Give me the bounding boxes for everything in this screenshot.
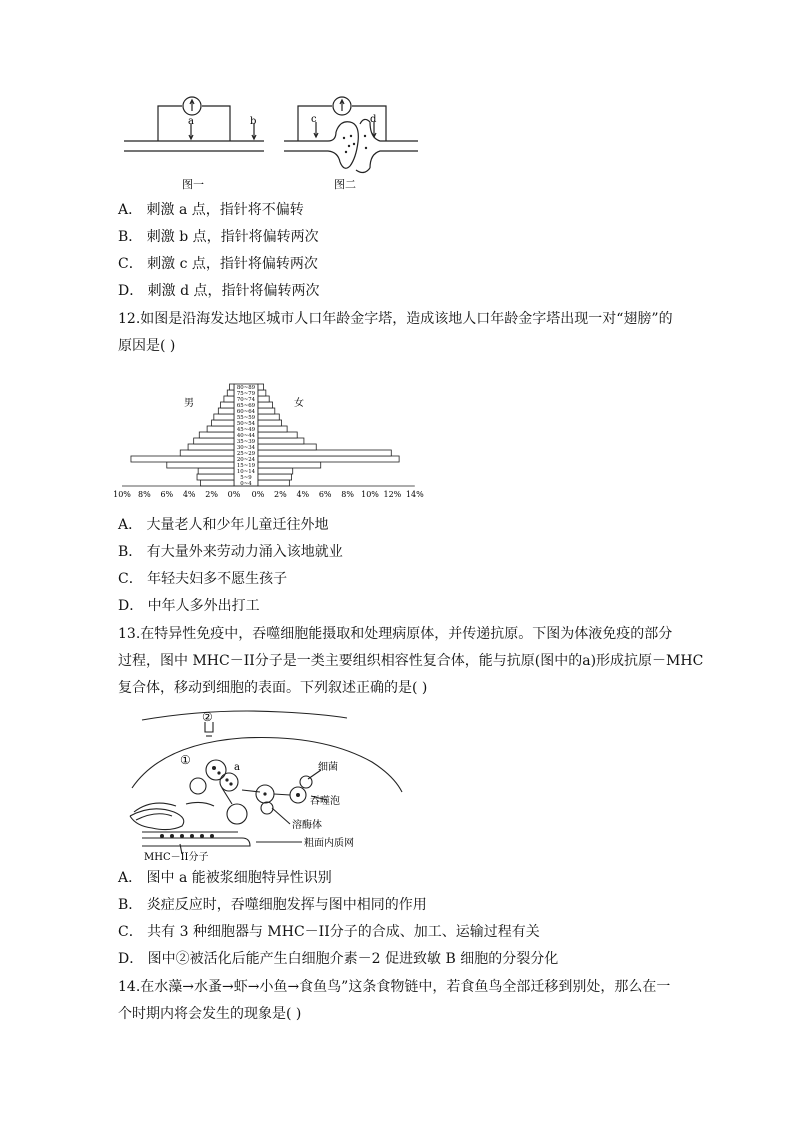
age-label: 0~4 (240, 481, 252, 487)
female-bar-25~29 (258, 450, 391, 456)
male-bar-40~44 (199, 432, 234, 438)
q13-option-b: B． 炎症反应时，吞噬细胞发挥与图中相同的作用 (118, 897, 427, 913)
t-cell-membrane (142, 711, 347, 720)
q12-option-c: C． 年轻夫妇多不愿生孩子 (118, 571, 288, 587)
female-bar-10~14 (258, 468, 293, 474)
female-bar-55~59 (258, 414, 279, 420)
antigen-presentation-diagram (122, 708, 422, 864)
q13-stem-line1: 13.在特异性免疫中，吞噬细胞能摄取和处理病原体，并传递抗原。下图为体液免疫的部分 (118, 626, 673, 642)
female-bar-35~39 (258, 438, 304, 444)
male-bar-10~14 (198, 468, 234, 474)
q12-option-a: A． 大量老人和少年儿童迁往外地 (118, 517, 329, 533)
female-bar-5~9 (258, 474, 292, 480)
tick-label-female: 14% (405, 490, 424, 499)
label-mhc: MHC－II分子 (144, 852, 209, 863)
female-bar-50~54 (258, 420, 282, 426)
q11-option-d: D． 刺激 d 点，指针将偏转两次 (118, 283, 320, 299)
vesicle-dots (343, 135, 367, 153)
fig1-label-b: b (250, 116, 257, 127)
fig1-caption: 图一 (182, 178, 204, 191)
male-bar-70~74 (224, 396, 234, 402)
q13-option-d: D． 图中②被活化后能产生白细胞介素－2 促进致敏 B 细胞的分裂分化 (118, 951, 559, 967)
male-bar-65~69 (221, 402, 234, 408)
age-label: 80~89 (236, 385, 256, 391)
q14-stem-line1: 14.在水藻→水蚤→虾→小鱼→食鱼鸟”这条食物链中，若食鱼鸟全部迁移到别处，那么在一 (118, 979, 671, 995)
tick-label-male: 10% (113, 490, 131, 499)
male-bar-55~59 (214, 414, 234, 420)
male-bar-5~9 (197, 474, 234, 480)
q13-stem-line3: 复合体，移动到细胞的表面。下列叙述正确的是( ) (118, 680, 428, 696)
tick-label-female: 0% (251, 490, 265, 499)
male-bar-25~29 (180, 450, 234, 456)
age-label: 15~19 (236, 463, 256, 469)
age-label: 10~14 (236, 469, 256, 475)
female-bar-45~49 (258, 426, 287, 432)
female-bar-30~34 (258, 444, 316, 450)
female-bar-60~64 (258, 408, 275, 414)
label-rer: 粗面内质网 (304, 838, 354, 849)
female-bar-70~74 (258, 396, 269, 402)
tick-label-female: 4% (296, 490, 310, 499)
age-label: 60~64 (236, 409, 256, 415)
q13-option-a: A． 图中 a 能被浆细胞特异性识别 (118, 870, 332, 886)
tick-label-female: 6% (318, 490, 332, 499)
male-bar-15~19 (167, 462, 234, 468)
q11-option-c: C． 刺激 c 点，指针将偏转两次 (118, 256, 318, 272)
age-label: 30~34 (236, 445, 256, 451)
male-bar-80~89 (230, 384, 234, 390)
label-bacteria: 细菌 (318, 762, 338, 773)
label-num1: ① (180, 753, 191, 767)
label-a: a (234, 762, 240, 773)
female-bar-80~89 (258, 384, 264, 390)
female-bar-15~19 (258, 462, 321, 468)
female-bar-75~79 (258, 390, 266, 396)
male-bar-0~4 (200, 480, 234, 486)
female-bar-20~24 (258, 456, 399, 462)
age-label: 40~44 (236, 433, 256, 439)
tick-label-male: 8% (138, 490, 151, 499)
q11-option-a: A． 刺激 a 点，指针将不偏转 (118, 202, 304, 218)
label-phagosome: 吞噬泡 (310, 796, 340, 807)
male-bar-45~49 (207, 426, 234, 432)
female-bar-40~44 (258, 432, 297, 438)
figure-one (124, 97, 264, 151)
age-label: 45~49 (236, 427, 256, 433)
male-bar-60~64 (218, 408, 234, 414)
galvanometer-figures (118, 92, 438, 194)
fig2-caption: 图二 (334, 178, 356, 191)
age-label: 25~29 (236, 451, 256, 457)
age-label: 50~54 (236, 421, 256, 427)
label-num2: ② (202, 710, 213, 724)
tick-label-male: 4% (182, 490, 196, 499)
tick-label-male: 6% (160, 490, 174, 499)
label-lysosome: 溶酶体 (292, 820, 322, 831)
q13-stem-line2: 过程，图中 MHC－II分子是一类主要组织相容性复合体，能与抗原(图中的a)形成抗原－MHC (118, 653, 704, 669)
phagocyte-membrane (132, 738, 402, 793)
age-label: 5~9 (240, 475, 252, 481)
age-label: 20~24 (236, 457, 256, 463)
male-bar-35~39 (194, 438, 234, 444)
tick-label-male: 0% (227, 490, 241, 499)
female-label: 女 (294, 398, 304, 409)
figure-two (284, 97, 418, 173)
age-label: 35~39 (236, 439, 256, 445)
q12-option-d: D． 中年人多外出打工 (118, 598, 260, 614)
age-label: 55~59 (236, 415, 256, 421)
female-bar-0~4 (258, 480, 289, 486)
tick-label-female: 2% (274, 490, 287, 499)
q11-option-b: B． 刺激 b 点，指针将偏转两次 (118, 229, 319, 245)
q12-option-b: B． 有大量外来劳动力涌入该地就业 (118, 544, 343, 560)
age-label: 70~74 (236, 397, 256, 403)
q13-option-c: C． 共有 3 种细胞器与 MHC－II分子的合成、加工、运输过程有关 (118, 924, 540, 940)
male-bar-30~34 (188, 444, 234, 450)
male-label: 男 (184, 398, 194, 409)
age-label: 65~69 (236, 403, 256, 409)
fig2-label-d: d (370, 114, 377, 125)
fig1-label-a: a (188, 116, 194, 127)
tick-label-female: 12% (383, 490, 402, 499)
age-label: 75~79 (236, 391, 256, 397)
male-bar-75~79 (227, 390, 234, 396)
tick-label-male: 2% (205, 490, 218, 499)
q12-stem-line1: 12.如图是沿海发达地区城市人口年龄金字塔，造成该地人口年龄金字塔出现一对“翅膀”的 (118, 311, 673, 327)
tick-label-female: 10% (361, 490, 379, 499)
q14-stem-line2: 个时期内将会发生的现象是( ) (118, 1006, 302, 1022)
tick-label-female: 8% (341, 490, 354, 499)
fig2-label-c: c (311, 114, 317, 125)
male-bar-50~54 (212, 420, 234, 426)
male-bar-20~24 (131, 456, 234, 462)
q12-stem-line2: 原因是( ) (118, 338, 176, 354)
female-bar-65~69 (258, 402, 273, 408)
population-pyramid-chart (113, 376, 428, 502)
